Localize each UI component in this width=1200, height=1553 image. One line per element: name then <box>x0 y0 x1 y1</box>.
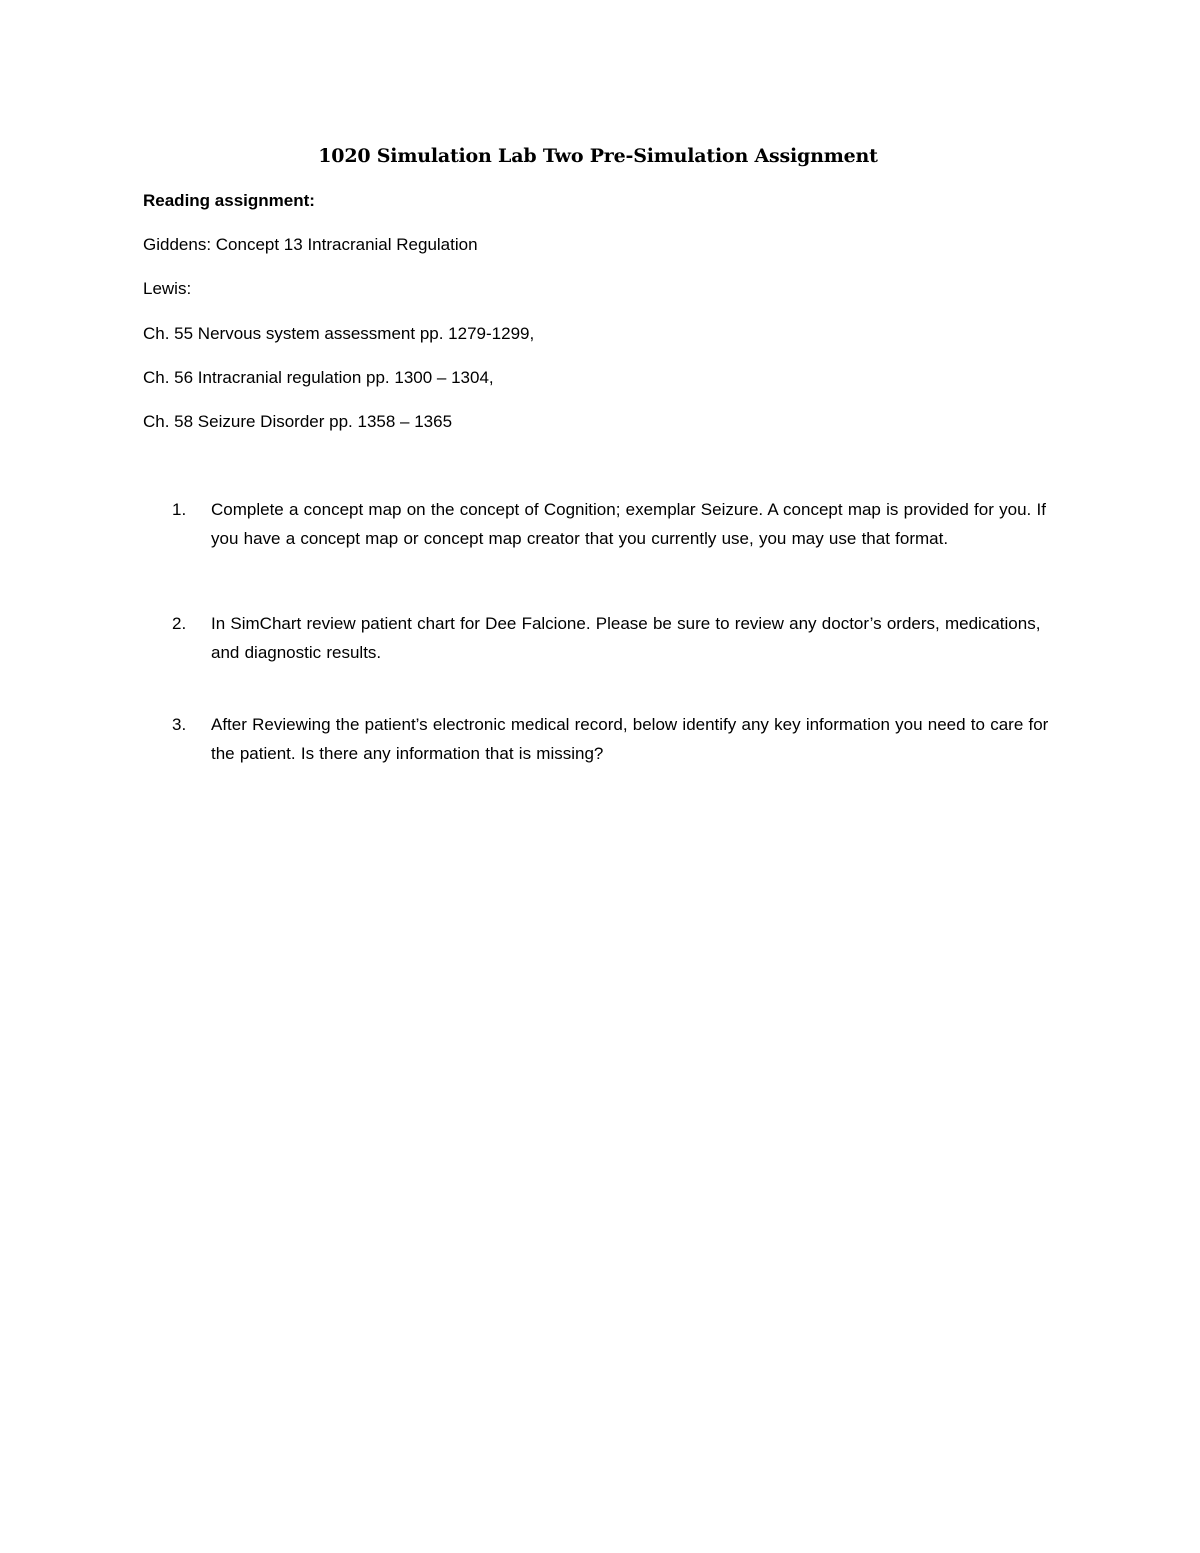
task-text: After Reviewing the patient’s electronic medical record, below identify any key information you need to care for the patient. Is there any information that is missing? <box>211 715 1049 763</box>
reading-heading: Reading assignment: <box>143 191 315 210</box>
page-title: 1020 Simulation Lab Two Pre-Simulation Assignment <box>318 145 878 167</box>
task-text: Complete a concept map on the concept of Cognition; exemplar Seizure. A concept map is provided for you. If you have a concept map or concept map creator that you currently use, you may use that format. <box>211 500 1046 548</box>
reading-item-lewis: Lewis: <box>143 279 192 298</box>
task-text: In SimChart review patient chart for Dee Falcione. Please be sure to review any doctor’s orders, medications, and diagnostic results. <box>211 614 1041 662</box>
reading-item-ch56: Ch. 56 Intracranial regulation pp. 1300 – 1304, <box>143 368 494 387</box>
task-number: 3. <box>172 715 187 734</box>
task-number: 1. <box>172 500 187 519</box>
reading-item-giddens: Giddens: Concept 13 Intracranial Regulation <box>143 235 478 254</box>
reading-item-ch58: Ch. 58 Seizure Disorder pp. 1358 – 1365 <box>143 412 453 431</box>
task-number: 2. <box>172 614 187 633</box>
reading-item-ch55: Ch. 55 Nervous system assessment pp. 1279-1299, <box>143 324 535 343</box>
